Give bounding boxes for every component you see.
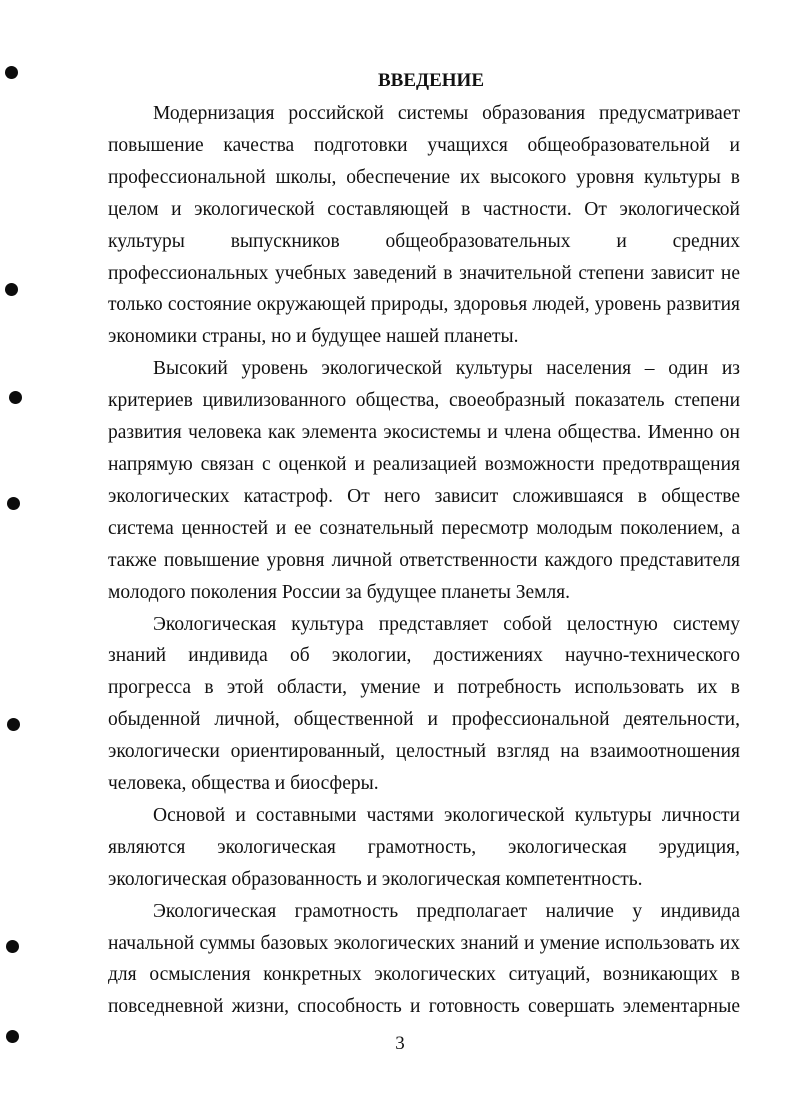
paragraph-3: Экологическая культура представляет собой целостную систему знаний индивида об экологии, достижениях научно-технического прогресса в этой области, умение и потребность использовать их в обыденной личной, общественной и профессиональной деятельности, экологически ориентированный, целостный взгляд на взаимоотношения человека, общества и биосферы. <box>108 613 740 795</box>
binder-hole <box>6 940 19 953</box>
paragraph-4: Основой и составными частями экологической культуры личности являются экологическая грамотность, экологическая эрудиция, экологическая образованность и экологическая компетентность. <box>108 804 740 890</box>
paragraph-1: Модернизация российской системы образования предусматривает повышение качества подготовки учащихся общеобразовательной и профессиональной школы, обеспечение их высокого уровня культуры в целом и экологической составляющей в частности. От экологической культуры выпускников общеобразовательных и средних профессиональных учебных заведений в значительной степени зависит не только состояние окружающей природы, здоровья людей, уровень развития экономики страны, но и будущее нашей планеты. <box>108 103 740 348</box>
paragraph-5: Экологическая грамотность предполагает наличие у индивида начальной суммы базовых экологических знаний и умение использовать их для осмысления конкретных экологических ситуаций, возникающих в повседневной жизни, способность и готовность совершать элементарные <box>108 900 740 1018</box>
page-number: 3 <box>395 1033 405 1054</box>
binder-hole <box>9 391 22 404</box>
binder-hole <box>5 283 18 296</box>
binder-hole <box>7 497 20 510</box>
paragraph-2: Высокий уровень экологической культуры населения – один из критериев цивилизованного общества, своеобразный показатель степени развития человека как элемента экосистемы и члена общества. Именно он напрямую связан с оценкой и реализацией возможности предотвращения экологических катастроф. От него зависит сложившаяся в обществе система ценностей и ее сознательный пересмотр молодым поколением, а также повышение уровня личной ответственности каждого представителя молодого поколения России за будущее планеты Земля. <box>108 358 740 603</box>
binder-hole <box>7 718 20 731</box>
binder-hole <box>5 66 18 79</box>
document-page <box>108 64 740 1023</box>
page-title: ВВЕДЕНИЕ <box>378 70 484 91</box>
